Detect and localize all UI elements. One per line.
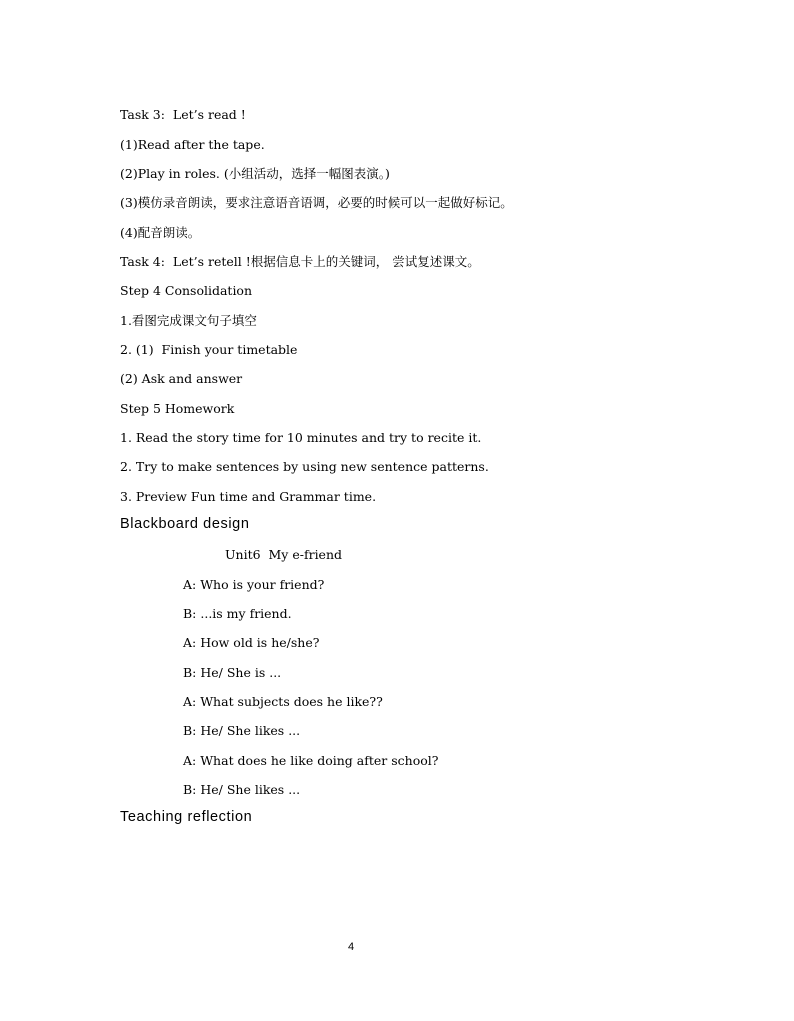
- dialogue-line: B: ...is my friend.: [183, 606, 292, 621]
- page-number: 4: [347, 941, 355, 953]
- task4-line: Task 4: Let’s retell !根据信息卡上的关键词， 尝试复述课文。: [120, 254, 480, 269]
- step5-item-3: 3. Preview Fun time and Grammar time.: [120, 489, 377, 504]
- task3-title: Task 3: Let’s read !: [120, 107, 246, 122]
- step4-item-2: 2. (1) Finish your timetable: [120, 342, 298, 357]
- blackboard-heading: Blackboard design: [120, 516, 250, 532]
- dialogue-line: A: What does he like doing after school?: [183, 753, 439, 768]
- task3-item-3: (3)模仿录音朗读，要求注意语音语调，必要的时候可以一起做好标记。: [120, 195, 513, 210]
- step5-item-2: 2. Try to make sentences by using new sentence patterns.: [120, 459, 489, 474]
- task3-item-4: (4)配音朗读。: [120, 225, 201, 240]
- dialogue-line: A: What subjects does he like??: [183, 694, 383, 709]
- dialogue-line: B: He/ She likes ...: [183, 782, 301, 797]
- dialogue-line: B: He/ She likes ...: [183, 723, 301, 738]
- dialogue-line: A: How old is he/she?: [183, 635, 320, 650]
- step4-item-1: 1.看图完成课文句子填空: [120, 313, 257, 328]
- reflection-heading: Teaching reflection: [120, 809, 253, 825]
- task3-item-1: (1)Read after the tape.: [120, 137, 265, 152]
- task3-item-2: (2)Play in roles. (小组活动，选择一幅图表演。): [120, 166, 390, 181]
- step4-item-3: (2) Ask and answer: [120, 371, 243, 386]
- blackboard-unit-title: Unit6 My e-friend: [225, 547, 343, 562]
- dialogue-line: B: He/ She is ...: [183, 665, 282, 680]
- step5-title: Step 5 Homework: [120, 401, 235, 416]
- step5-item-1: 1. Read the story time for 10 minutes and try to recite it.: [120, 430, 482, 445]
- step4-title: Step 4 Consolidation: [120, 283, 253, 298]
- dialogue-line: A: Who is your friend?: [183, 577, 325, 592]
